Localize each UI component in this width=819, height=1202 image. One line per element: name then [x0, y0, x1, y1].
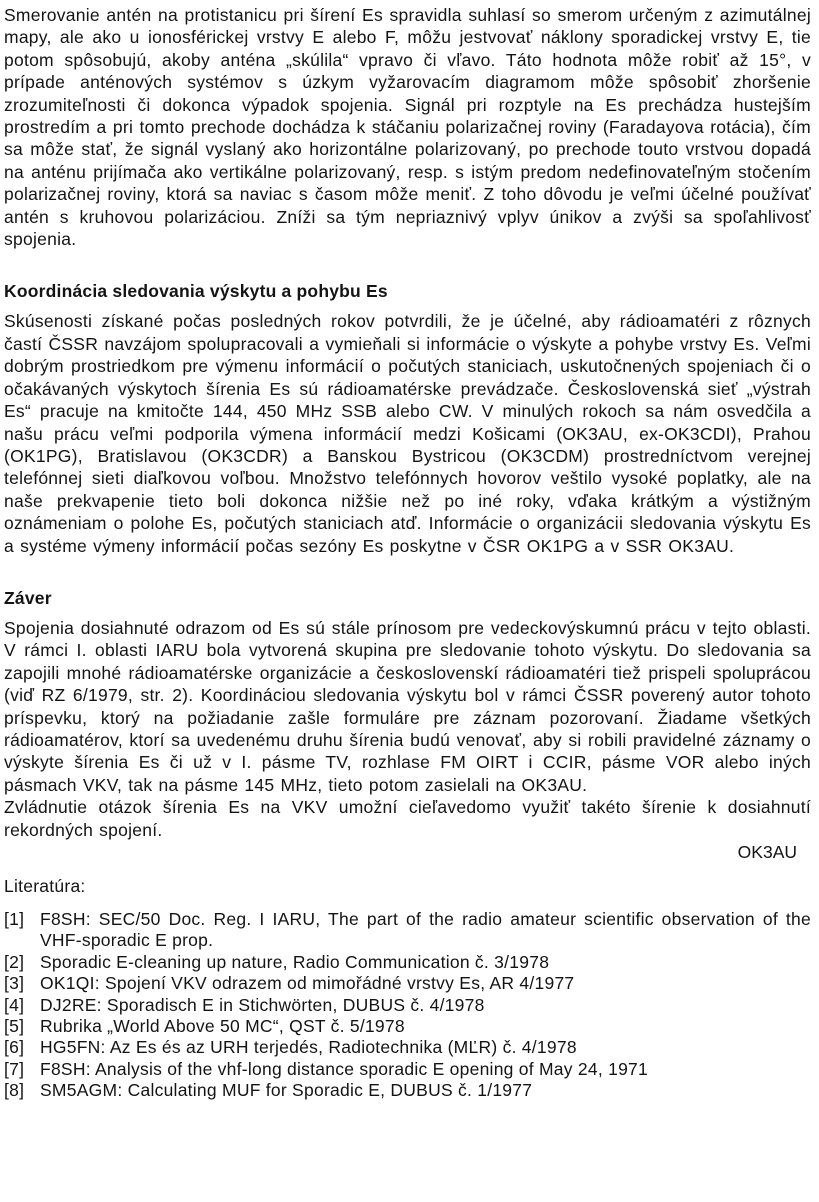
reference-item: [4, 1037, 811, 1058]
reference-number: [6]: [4, 1037, 25, 1058]
spacer: [4, 897, 811, 909]
section-heading-conclusion: Záver: [4, 587, 52, 608]
intro-paragraph: Smerovanie antén na protistanicu pri šírení Es spravidla suhlasí so smerom určeným z azimutálnej mapy, ale ako u ionosférickej vrstvy E alebo F, môžu jestvovať náklony sporadickej vrstvy E, tie potom spôsobujú, akoby anténa „skúlila“ vpravo či vľavo. Táto hodnota môže robiť až 15°, v prípade anténových systémov s úzkym vyžarovacím diagramom môže spôsobiť zhoršenie zrozumiteľnosti či dokonca výpadok spojenia. Signál pri rozptyle na Es prechádza hustejším prostredím a pri tomto prechode dochádza k stáčaniu polarizačnej roviny (Faradayova rotácia), čím sa môže stať, že signál vyslaný ako horizontálne polarizovaný, po prechode touto vrstvou dopadá na anténu prijímača ako vertikálne polarizovaný, resp. s istým predom nedefinovateľným stočením polarizačnej roviny, ktorá sa naviac s časom môže meniť. Z toho dôvodu je veľmi účelné používať antén s kruhovou polarizáciou. Zníži sa tým nepriaznivý vplyv únikov a zvýši sa spoľahlivosť spojenia.: [4, 5, 811, 250]
reference-text: OK1QI: Spojení VKV odrazem od mimořádné vrstvy Es, AR 4/1977: [40, 973, 575, 994]
spacer: [4, 302, 811, 310]
spacer: [4, 557, 811, 587]
reference-number: [1]: [4, 909, 25, 929]
conclusion-paragraph-1: Spojenia dosiahnuté odrazom od Es sú stále prínosom pre vedeckovýskumnú prácu v tejto oblasti. V rámci I. oblasti IARU bola vytvorená skupina pre sledovanie tohoto výskytu. Do sledovania sa zapojili mnohé rádioamatérske organizácie a československí rádioamatéri tiež prispeli spoluprácou (viď RZ 6/1979, str. 2). Koordináciou sledovania výskytu bol v rámci ČSSR poverený autor tohoto príspevku, ktorý na požiadanie zašle formuláre pre záznam pozorovaní. Žiadame všetkých rádioamatérov, ktorí sa uvedenému druhu šírenia budú venovať, aby si robili pravidelné záznamy o výskyte šírenia Es či už v I. pásme TV, rozhlase FM OIRT i CCIR, pásme VOR alebo iných pásmach VKV, tak na pásme 145 MHz, tieto potom zasielali na OK3AU.: [4, 617, 811, 795]
conclusion-paragraph-2: Zvládnutie otázok šírenia Es na VKV umožní cieľavedomo využiť takéto šírenie k dosiahnutí rekordných spojení.: [4, 797, 811, 840]
reference-number: [3]: [4, 973, 25, 994]
reference-item: [4, 995, 811, 1016]
coordination-paragraph: Skúsenosti získané počas posledných rokov potvrdili, že je účelné, aby rádioamatéri z rôznych častí ČSSR navzájom spolupracovali a vymieňali si informácie o výskyte a pohybe vrstvy Es. Veľmi dobrým prostriedkom pre výmenu informácií o počutých staniciach, uskutočnených spojeniach či o očakávaných výskytoch šírenia Es sú rádioamatérske prevádzače. Československá sieť „výstrah Es“ pracuje na kmitočte 144, 450 MHz SSB alebo CW. V minulých rokoch sa nám osvedčila a našu prácu veľmi podporila výmena informácií medzi Košicami (OK3AU, ex-OK3CDI), Prahou (OK1PG), Bratislavou (OK3CDR) a Banskou Bystricou (OK3CDM) prostredníctvom verejnej telefónnej sieti diaľkovou voľbou. Množstvo telefónnych hovorov veštilo vysoké poplatky, ale na naše prekvapenie tieto boli dokonca nižšie než po iné roky, vďaka krátkým a výstižným oznámeniam o polohe Es, počutých staniciach atď. Informácie o organizácii sledovania výskytu Es a systéme výmeny informácií počas sezóny Es poskytne v ČSR OK1PG a v SSR OK3AU.: [4, 311, 811, 556]
reference-item: [4, 952, 811, 973]
reference-item: [4, 909, 811, 952]
reference-text: DJ2RE: Sporadisch E in Stichwörten, DUBUS č. 4/1978: [40, 994, 485, 1015]
literature-title: Literatúra:: [4, 876, 86, 896]
reference-number: [8]: [4, 1080, 25, 1101]
reference-list: [4, 909, 811, 1102]
reference-number: [5]: [4, 1016, 25, 1037]
reference-text: F8SH: SEC/50 Doc. Reg. I IARU, The part of the radio amateur scientific observation of the VHF-sporadic E prop.: [40, 909, 811, 951]
reference-text: SM5AGM: Calculating MUF for Sporadic E, DUBUS č. 1/1977: [40, 1080, 533, 1101]
reference-number: [4]: [4, 994, 25, 1015]
reference-number: [7]: [4, 1058, 25, 1079]
spacer: [4, 609, 811, 617]
reference-text: Rubrika „World Above 50 MC“, QST č. 5/1978: [40, 1016, 405, 1037]
reference-number: [2]: [4, 951, 25, 972]
reference-text: F8SH: Analysis of the vhf-long distance sporadic E opening of May 24, 1971: [40, 1058, 649, 1079]
spacer: [4, 250, 811, 280]
spacer: [4, 863, 811, 875]
reference-text: Sporadic E-cleaning up nature, Radio Communication č. 3/1978: [40, 951, 550, 972]
author-signature: OK3AU: [737, 842, 797, 862]
reference-item: [4, 1080, 811, 1101]
reference-item: [4, 1016, 811, 1037]
section-heading-coordination: Koordinácia sledovania výskytu a pohybu Es: [4, 281, 388, 302]
reference-text: HG5FN: Az Es és az URH terjedés, Radiotechnika (MĽR) č. 4/1978: [40, 1037, 577, 1058]
reference-item: [4, 1059, 811, 1080]
reference-item: [4, 973, 811, 994]
